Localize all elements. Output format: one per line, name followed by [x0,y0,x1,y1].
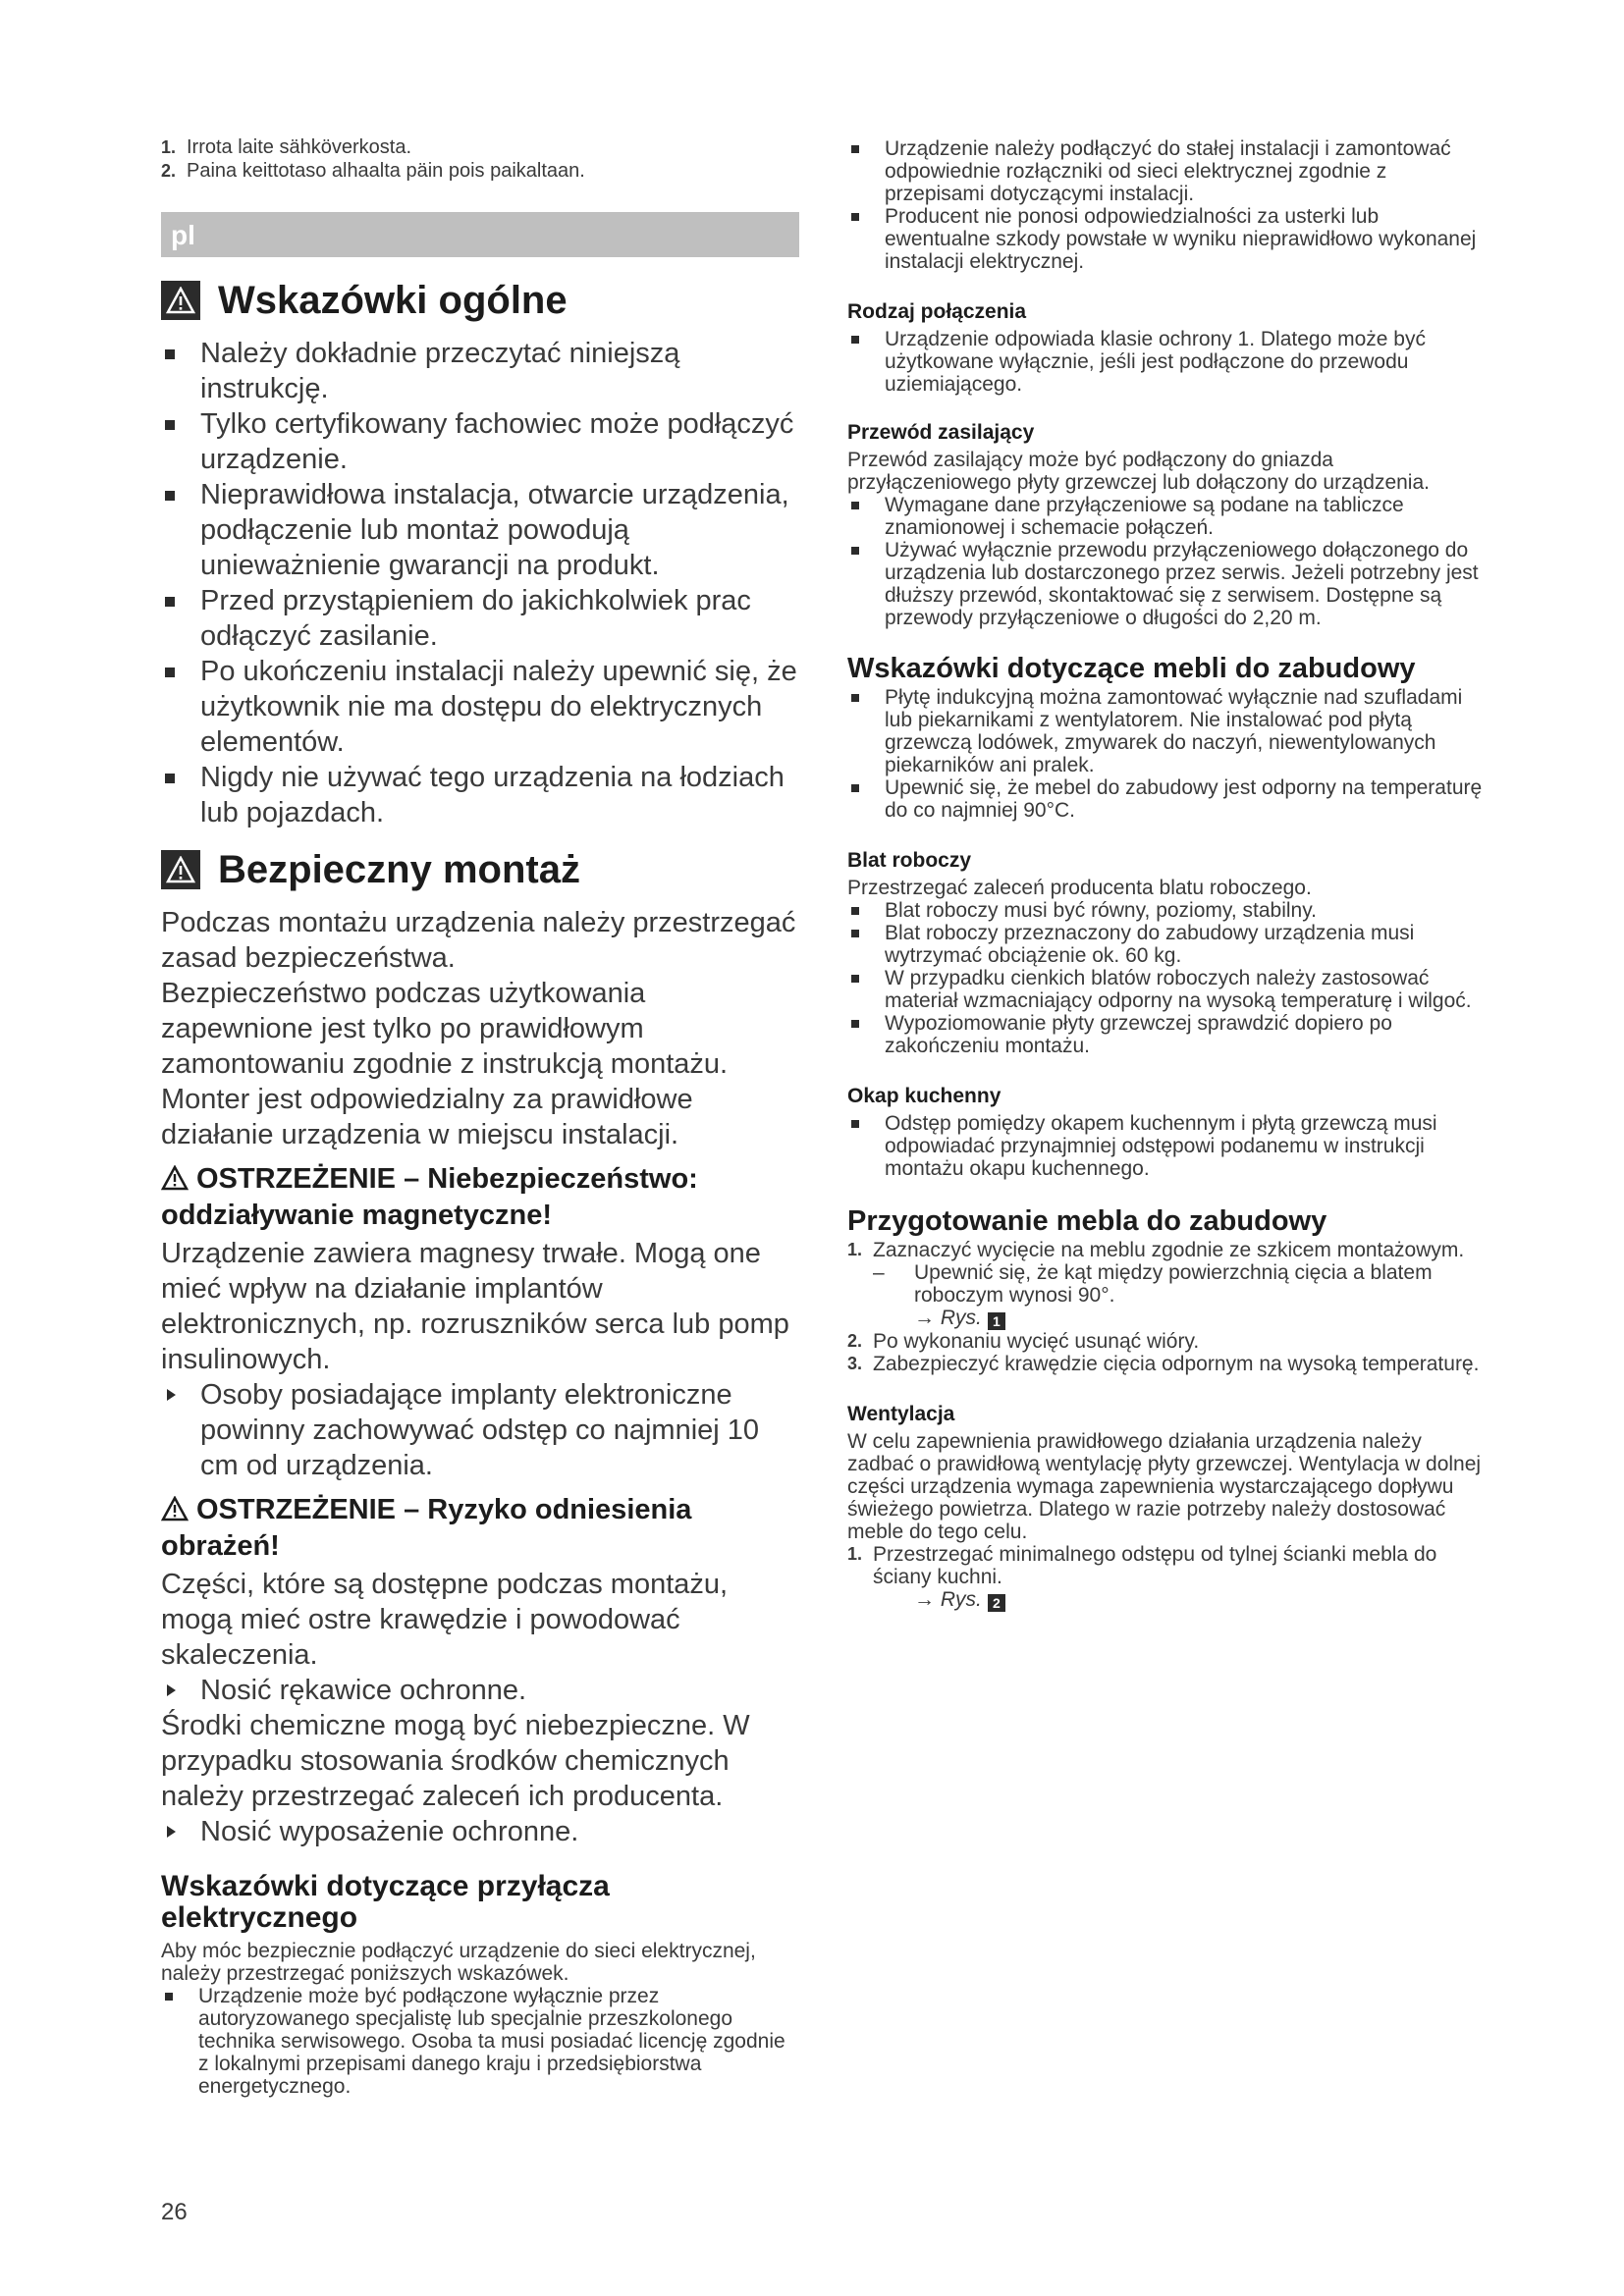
list-item: Używać wyłącznie przewodu przyłączeniowego dołączonego do urządzenia lub dostarczonego przez serwis. Jeżeli potrzebny jest dłuższy przewód, skontaktować się z serwisem. Dostępne są przewody przyłączeniowe o długości do 2,20 m. [847,539,1486,629]
connection-list [847,328,1486,396]
list-item: Wymagane dane przyłączeniowe są podane na tabliczce znamionowej i schemacie połączeń. [847,494,1486,539]
list-item: Płytę indukcyjną można zamontować wyłącznie nad szufladami lub piekarnikami z wentylatorem. Nie instalować pod płytą grzewczą lodówek, zmywarek do naczyń, niewentylowanych piekarników ani pralek. [847,686,1486,776]
electric-list-continued [847,137,1486,273]
list-item: 1. Przestrzegać minimalnego odstępu od tylnej ścianki mebla do ściany kuchni. [847,1543,1437,1588]
list-item: Osoby posiadające implanty elektroniczne powinny zachowywać odstęp co najmniej 10 cm od urządzenia. [161,1377,799,1483]
paragraph: Podczas montażu urządzenia należy przestrzegać zasad bezpieczeństwa. [161,907,796,974]
paragraph: Części, które są dostępne podczas montażu, mogą mieć ostre krawędzie i powodować skaleczenia. [161,1569,729,1671]
left-column [161,135,799,2098]
general-list [161,336,799,830]
list-item: W przypadku cienkich blatów roboczych należy zastosować materiał wzmacniający odporny na wysoką temperaturę i wilgoć. [847,967,1486,1012]
list-item: 2. Po wykonaniu wycięć usunąć wióry. [847,1330,1200,1353]
heading-ventilation: Wentylacja [847,1403,955,1425]
list-item: Nieprawidłowa instalacja, otwarcie urządzenia, podłączenie lub montaż powodują unieważnienie gwarancji na produkt. [161,477,799,583]
prep-steps [847,1239,1486,1261]
paragraph: Urządzenie zawiera magnesy trwałe. Mogą one mieć wpływ na działanie implantów elektronicznych, np. rozruszników serca lub pomp insulinowych. [161,1238,789,1375]
right-column [847,137,1486,1612]
list-item: Należy dokładnie przeczytać niniejszą instrukcję. [161,336,799,406]
paragraph: Aby móc bezpiecznie podłączyć urządzenie do sieci elektrycznej, należy przestrzegać poniższych wskazówek. [161,1940,756,1985]
warning-triangle-icon [161,1496,189,1529]
paragraph: Bezpieczeństwo podczas użytkowania zapewnione jest tylko po prawidłowym zamontowaniu zgodnie z instrukcją montażu. Monter jest odpowiedzialny za prawidłowe działanie urządzenia w miejscu instalacji. [161,978,729,1150]
list-item: Przed przystąpieniem do jakichkolwiek prac odłączyć zasilanie. [161,583,799,654]
list-item: Upewnić się, że mebel do zabudowy jest odporny na temperaturę do co najmniej 90°C. [847,776,1486,822]
language-label: pl [171,220,195,250]
paragraph: Środki chemiczne mogą być niebezpieczne. W przypadku stosowania środków chemicznych należy przestrzegać zaleceń ich producenta. [161,1710,750,1812]
figure-reference: → Rys. 2 [847,1588,1486,1612]
figure-reference: → Rys. 1 [847,1307,1486,1330]
warning-heading-injury: OSTRZEŻENIE – Ryzyko odniesienia obrażeń! [161,1494,692,1562]
list-item: Po ukończeniu instalacji należy upewnić się, że użytkownik nie ma dostępu do elektrycznych elementów. [161,654,799,760]
heading-power-cable: Przewód zasilający [847,421,1035,444]
language-bar [161,212,799,257]
section-heading-electric: Wskazówki dotyczące przyłącza elektrycznego [161,1870,610,1934]
paragraph: W celu zapewnienia prawidłowego działania urządzenia należy zadbać o prawidłową wentylację płyty grzewczej. Wentylacja w dolnej części urządzenia wymaga zapewnienia wystarczającego dopływu świeżego powietrza. Dlatego w razie potrzeby należy dostosować meble do tego celu. [847,1430,1482,1543]
heading-hood: Okap kuchenny [847,1085,1001,1107]
action-list [161,1814,799,1849]
paragraph: Przestrzegać zaleceń producenta blatu roboczego. [847,877,1312,899]
list-item: Odstęp pomiędzy okapem kuchennym i płytą grzewczą musi odpowiadać przynajmniej odstępowi podanemu w instrukcji montażu okapu kuchennego. [847,1112,1486,1180]
heading-worktop: Blat roboczy [847,849,972,872]
section-heading-safe-mounting: Bezpieczny montaż [161,848,799,891]
list-item: 1. Zaznaczyć wycięcie na meblu zgodnie ze szkicem montażowym. [847,1239,1465,1261]
worktop-list [847,899,1486,1057]
list-item: Urządzenie może być podłączone wyłącznie przez autoryzowanego specjalistę lub specjalnie przeszkolonego technika serwisowego. Osoba ta musi posiadać licencję zgodnie z lokalnymi przepisami danego kraju i przedsiębiorstwa energetycznego. [161,1985,799,2098]
warning-icon [161,281,200,320]
warning-triangle-icon [161,1165,189,1199]
vent-steps [847,1543,1486,1588]
list-item: Blat roboczy przeznaczony do zabudowy urządzenia musi wytrzymać obciążenie ok. 60 kg. [847,922,1486,967]
furniture-list [847,686,1486,822]
list-item: Urządzenie należy podłączyć do stałej instalacji i zamontować odpowiednie rozłączniki od sieci elektrycznej zgodnie z przepisami dotyczącymi instalacji. [847,137,1486,205]
intro-steps [161,135,799,183]
figure-number-badge: 1 [988,1312,1005,1330]
sub-step: – Upewnić się, że kąt między powierzchnią cięcia a blatem roboczym wynosi 90°. [847,1261,1486,1307]
warning-heading-magnetic: OSTRZEŻENIE – Niebezpieczeństwo: oddziaływanie magnetyczne! [161,1163,698,1231]
section-heading-preparation: Przygotowanie mebla do zabudowy [847,1205,1327,1237]
list-item: Nosić wyposażenie ochronne. [161,1814,799,1849]
hood-list [847,1112,1486,1180]
list-item: Nigdy nie używać tego urządzenia na łodziach lub pojazdach. [161,760,799,830]
section-heading-general: Wskazówki ogólne [161,279,799,322]
list-item: Urządzenie odpowiada klasie ochrony 1. Dlatego może być użytkowane wyłącznie, jeśli jest podłączone do przewodu uziemiającego. [847,328,1486,396]
list-item: Blat roboczy musi być równy, poziomy, stabilny. [847,899,1486,922]
list-item: Nosić rękawice ochronne. [161,1673,799,1708]
page-number: 26 [161,2199,188,2225]
section-heading-furniture: Wskazówki dotyczące mebli do zabudowy [847,653,1416,684]
electric-list [161,1985,799,2098]
paragraph: Przewód zasilający może być podłączony do gniazda przyłączeniowego płyty grzewczej lub dołączony do urządzenia. [847,449,1430,494]
heading-connection-type: Rodzaj połączenia [847,300,1027,323]
cable-list [847,494,1486,629]
list-item: 2. Paina keittotaso alhaalta päin pois paikaltaan. [161,160,585,182]
list-item: Producent nie ponosi odpowiedzialności za usterki lub ewentualne szkody powstałe w wyniku nieprawidłowo wykonanej instalacji elektrycznej. [847,205,1486,273]
list-item: 3. Zabezpieczyć krawędzie cięcia odpornym na wysoką temperaturę. [847,1353,1480,1375]
figure-number-badge: 2 [988,1594,1005,1612]
warning-icon [161,850,200,889]
action-list [161,1377,799,1483]
list-item: Wypoziomowanie płyty grzewczej sprawdzić dopiero po zakończeniu montażu. [847,1012,1486,1057]
prep-steps-continued [847,1330,1486,1375]
list-item: Tylko certyfikowany fachowiec może podłączyć urządzenie. [161,406,799,477]
action-list [161,1673,799,1708]
list-item: 1. Irrota laite sähköverkosta. [161,136,411,158]
